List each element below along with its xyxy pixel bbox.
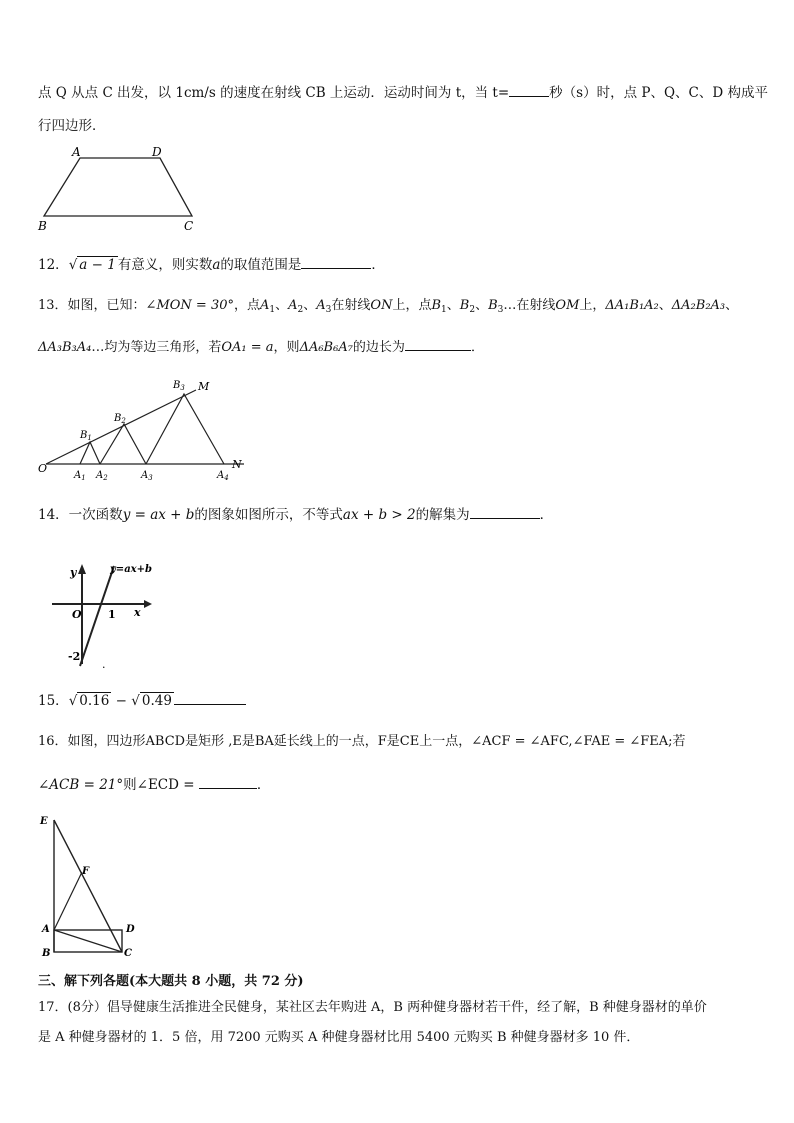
fig13-M: M [198, 380, 210, 393]
label-A: A [72, 145, 81, 159]
q15-radicand2: 0.49 [141, 693, 172, 709]
q13-on: ON [370, 298, 393, 313]
graph-origin-label: O [72, 608, 82, 621]
fig16-A: A [42, 924, 50, 935]
q13-s1: 1 [269, 305, 276, 315]
fig13-O: O [38, 462, 48, 475]
equilateral-triangles-figure [34, 374, 264, 484]
fig13-A3: $A_3$ [141, 470, 153, 482]
fig13-B2: $B_2$ [114, 413, 126, 425]
q13-s3: 3 [325, 305, 332, 315]
graph-one-label: 1 [108, 608, 116, 621]
fig16-F: F [82, 866, 90, 877]
q13-t6: …均为等边三角形，若 [91, 340, 222, 355]
q12-text2: 的取值范围是 [220, 257, 302, 273]
graph-y-label: y [70, 566, 77, 579]
q11-line1 [38, 82, 768, 103]
fig16-C: C [124, 948, 132, 958]
q13-sep5: 、 [658, 298, 672, 313]
fig16-B: B [42, 948, 51, 958]
q12-line [38, 254, 385, 275]
q12-var: a [212, 257, 221, 273]
q15-answer-blank[interactable] [174, 690, 246, 705]
q16-text-ecd: 则∠ECD = [123, 777, 195, 793]
q13-t3: 上，点 [392, 298, 432, 313]
q16-line2 [38, 774, 270, 795]
fig16-D: D [126, 924, 135, 935]
q13-end: ． [470, 340, 484, 355]
label-D: D [152, 145, 162, 159]
q12-radicand: a − 1 [79, 257, 116, 273]
q11-text-a: 点 Q 从点 C 出发，以 1cm/s 的速度在射线 CB 上运动．运动时间为 t，当 t= [38, 85, 510, 101]
q13-s2: 2 [297, 305, 304, 315]
q15-radicand1: 0.16 [79, 693, 110, 709]
q13-sep2: 、 [303, 298, 317, 313]
fig16-E: E [40, 816, 48, 827]
q13-t2: 在射线 [331, 298, 371, 313]
q14-ineq: ax + b > 2 [342, 507, 416, 523]
q13-b1: B [431, 298, 442, 313]
fig13-B1: $B_1$ [80, 430, 92, 442]
q13-b3: B [488, 298, 498, 313]
q13-tri1: ΔA₁B₁A₂ [605, 298, 659, 313]
q16-answer-blank[interactable] [199, 774, 257, 789]
q13-a2: A [288, 298, 298, 313]
q13-line2 [38, 336, 484, 358]
q17-line2: 是 A 种健身器材的 1．5 倍，用 7200 元购买 A 种健身器材比用 5400 元购买 B 种健身器材多 10 件． [38, 1030, 640, 1045]
q13-a1: A [260, 298, 270, 313]
q15-line [38, 690, 246, 711]
q13-t7: ，则 [273, 340, 300, 355]
fig13-A4: $A_4$ [217, 470, 229, 482]
graph-x-label: x [134, 606, 141, 619]
q11-answer-blank[interactable] [509, 82, 549, 97]
sqrt-0-49: √ 0.49 [131, 693, 172, 709]
q13-angle: ∠MON = 30° [145, 298, 234, 313]
graph-function-label: y=ax+b [110, 564, 153, 575]
q13-sep4: 、 [475, 298, 489, 313]
q13-line1 [38, 296, 738, 320]
q11-line2: 行四边形． [38, 118, 106, 134]
q16-end: ． [256, 777, 271, 793]
q13-t1: ，点 [233, 298, 260, 313]
q13-answer-blank[interactable] [405, 336, 471, 351]
q12-number: 12． [38, 257, 69, 273]
sqrt-expression: √ a − 1 [68, 257, 116, 273]
q12-text: 有意义，则实数 [117, 257, 213, 273]
q13-sep6: 、 [725, 298, 739, 313]
q13-t8: 的边长为 [352, 340, 405, 355]
q13-b2: B [459, 298, 470, 313]
q17-line1: 17．(8分）倡导健康生活推进全民健身，某社区去年购进 A，B 两种健身器材若干件，经了解，B 种健身器材的单价 [38, 1000, 707, 1015]
q13-sep1: 、 [275, 298, 289, 313]
q13-oa1: OA₁ = a [221, 340, 274, 355]
fig13-N: N [232, 458, 242, 471]
q13-t5: 上， [579, 298, 606, 313]
q14-t2: 的解集为 [415, 507, 470, 523]
q14-t1: 的图象如图所示，不等式 [194, 507, 343, 523]
graph-neg2-label: -2 [68, 650, 81, 663]
label-B: B [38, 219, 47, 233]
q11-text-b: 秒（s）时，点 P、Q、C、D 构成平 [549, 85, 768, 101]
q14-func: y = ax + b [122, 507, 195, 523]
q13-tri3: ΔA₃B₃A₄ [38, 340, 92, 355]
q13-sep3: 、 [446, 298, 460, 313]
q13-tri2: ΔA₂B₂A₃ [671, 298, 726, 313]
rectangle-figure [36, 808, 146, 958]
fig13-A2: $A_2$ [96, 470, 108, 482]
q14-end: ． [539, 507, 554, 523]
sqrt-0-16: √ 0.16 [68, 693, 110, 709]
q13-bs2: 2 [469, 305, 476, 315]
q12-answer-blank[interactable] [301, 254, 371, 269]
fig13-A1: $A_1$ [74, 470, 86, 482]
section-heading: 三、解下列各题(本大题共 8 小题，共 72 分) [38, 974, 304, 989]
q13-number: 13．如图，已知： [38, 298, 146, 313]
q13-om: OM [555, 298, 580, 313]
q13-bs3: 3 [497, 305, 504, 315]
q16-line1: 16．如图，四边形ABCD是矩形 ,E是BA延长线上的一点，F是CE上一点，∠ACF = ∠AFC,∠FAE = ∠FEA;若 [38, 734, 686, 749]
q13-a3: A [316, 298, 326, 313]
label-C: C [184, 219, 194, 233]
q16-angle-acb: ∠ACB = 21° [38, 777, 124, 793]
fig13-B3: $B_3$ [173, 380, 185, 392]
q12-end: ． [371, 257, 385, 273]
q14-answer-blank[interactable] [470, 504, 540, 519]
q13-tri6: ΔA₆B₆A₇ [299, 340, 353, 355]
q13-t4: …在射线 [503, 298, 556, 313]
q14-line [38, 504, 553, 525]
q15-number: 15． [38, 693, 69, 709]
trapezoid-figure [30, 144, 210, 234]
linear-function-graph [46, 560, 166, 672]
graph-dot: . [102, 658, 106, 671]
q13-bs1: 1 [441, 305, 447, 315]
q15-minus: − [111, 693, 132, 709]
q14-number: 14．一次函数 [38, 507, 123, 523]
